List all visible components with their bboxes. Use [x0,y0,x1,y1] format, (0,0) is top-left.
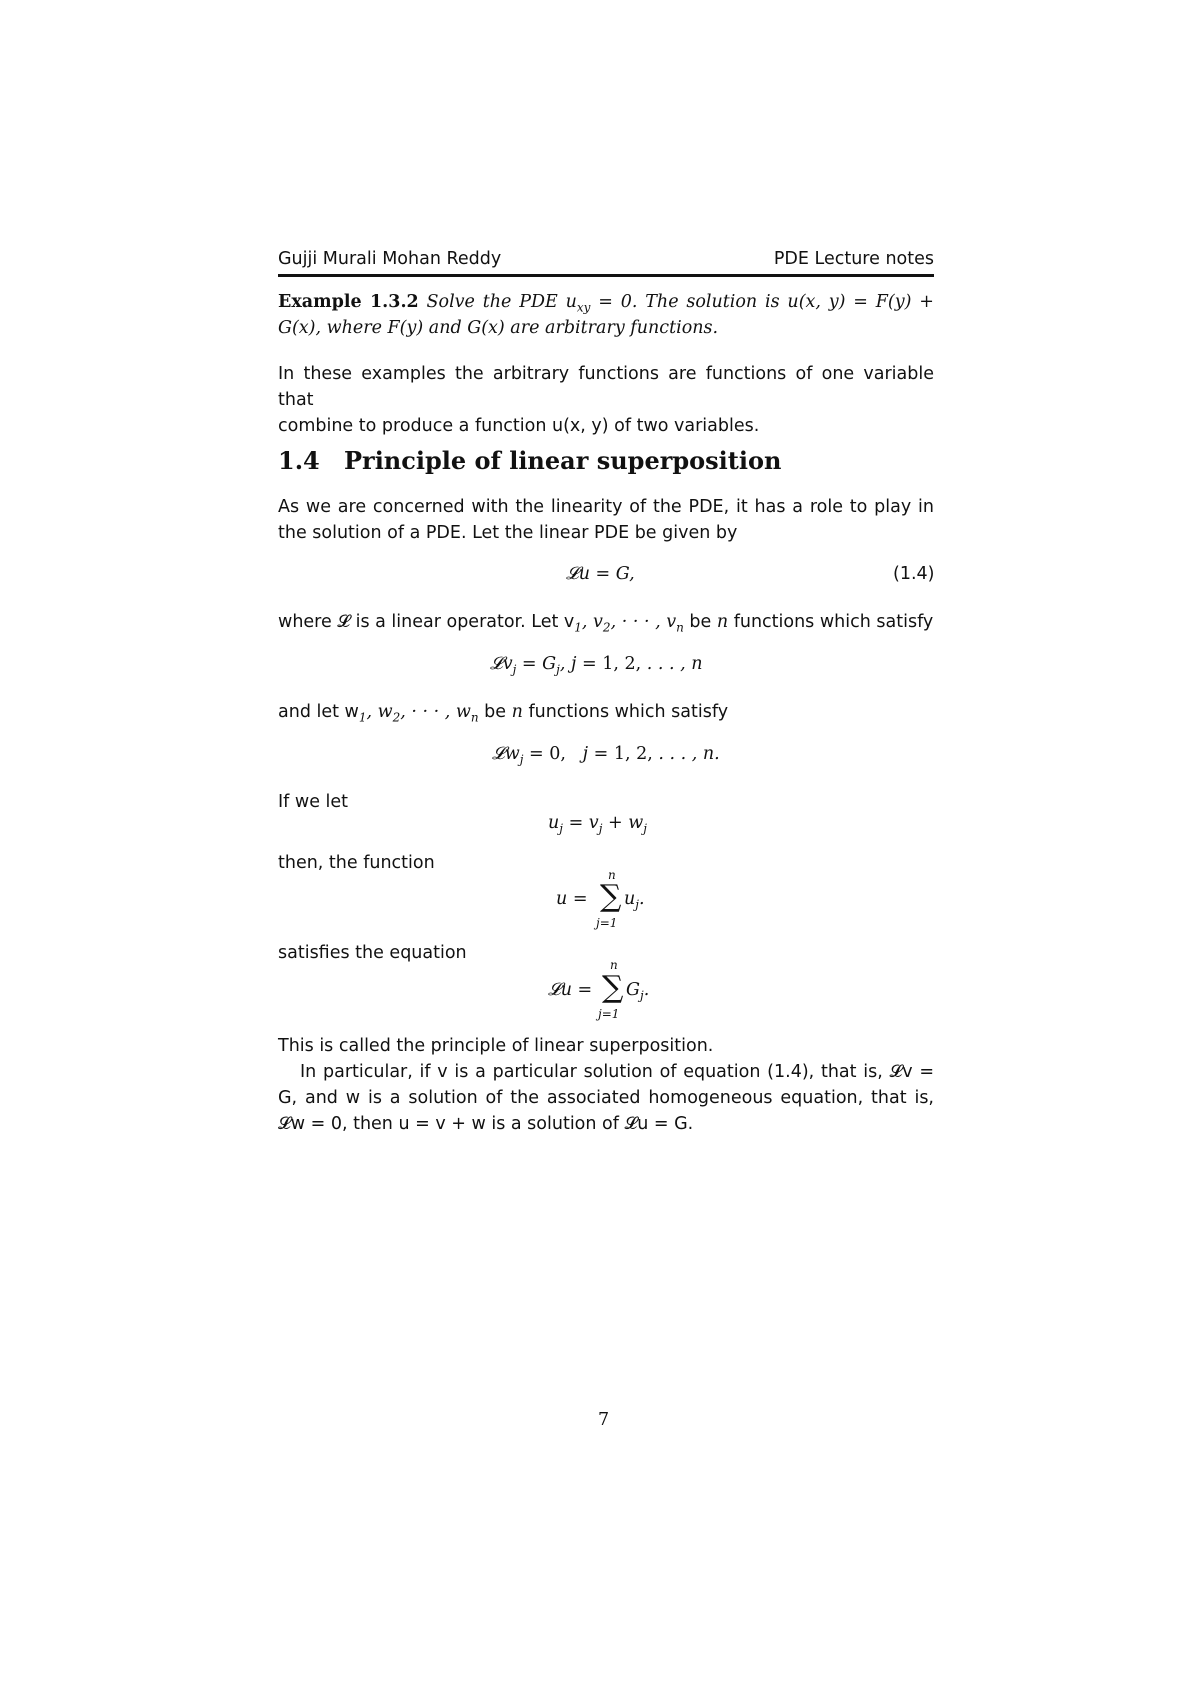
header-title: PDE Lecture notes [773,249,934,269]
para8-line2-text: In particular, if v is a particular solution of equation (1.4), that is, 𝓛v = [300,1062,934,1082]
sum-g-term-text: G [626,980,640,1000]
para6-line: then, the function [278,853,435,873]
equation-number: (1.4) [893,564,935,584]
paragraph-let-w [278,699,934,725]
sum-u-upper: n [608,868,616,882]
example-1-3-2 [278,289,934,341]
section-number: 1.4 [278,446,320,475]
equation-sum-u [556,868,676,938]
running-header [278,249,934,273]
equation-lwj: 𝓛w$_j$ = 0, j = 1, 2, . . . , n. [492,744,720,767]
paragraph-arbitrary-functions [278,361,934,439]
equation-lvj: 𝓛v$_j$ = $G_j$, j = 1, 2, . . . , n [490,654,703,677]
sum-u-term-text: u [624,889,636,909]
para4-text: and let w [278,702,359,722]
sum-u-lhs: u = [556,889,588,909]
para7-line: satisfies the equation [278,943,467,963]
para2-line2: the solution of a PDE. Let the linear PDE be given by [278,523,738,543]
equation-1-4: 𝓛u = G, [566,564,635,584]
para3-text-a: where 𝓛 is a linear operator. Let v [278,612,575,632]
paragraph-if-we-let [278,789,934,815]
para8-line4: 𝓛w = 0, then u = v + w is a solution of 𝓛u = G. [278,1114,694,1134]
para1-line1: In these examples the arbitrary functions are functions of one variable that [278,364,934,410]
header-author: Gujji Murali Mohan Reddy [278,249,502,269]
sum-u-term: $u_j$. [624,889,645,912]
equation-lwj-lhs: 𝓛w [492,744,520,764]
para8-line3: G, and w is a solution of the associated homogeneous equation, that is, [278,1088,934,1108]
sum-g-lower: j=1 [598,1007,620,1021]
paragraph-principle [278,1033,934,1137]
equation-uj: $u_j = v_j + w_j$ [548,813,647,836]
sum-g-lhs: 𝓛u = [548,980,593,1000]
para2-line1: As we are concerned with the linearity of the PDE, it has a role to play in [278,497,934,517]
page-number: 7 [598,1410,610,1430]
para3-n: n [716,612,729,632]
equation-lvj-lhs: 𝓛v [490,654,513,674]
sum-g-upper: n [610,958,618,972]
header-rule [278,274,934,277]
para8-line1: This is called the principle of linear superposition. [278,1036,714,1056]
sum-u-sigma: ∑ [600,879,622,914]
para4-line: and let $w_1$, $w_2$, · · · , $w_n$ be n functions which satisfy [278,702,729,725]
equation-uj-lhs: u [548,813,560,833]
para8-line2 [278,1059,934,1085]
para3-text-b: be [689,612,717,632]
example-line-1 [278,289,934,315]
example-text-1: Solve the PDE u [426,292,577,312]
para5-line: If we let [278,792,349,812]
sum-g-term: $G_j$. [626,980,650,1003]
equation-sum-g [548,958,688,1028]
paragraph-operator [278,609,934,635]
para1-line2: combine to produce a function u(x, y) of two variables. [278,416,760,436]
section-title: Principle of linear superposition [344,446,782,475]
example-line-2: G(x), where F(y) and G(x) are arbitrary functions. [278,318,719,338]
example-sub: xy [576,300,591,315]
para3-text-d: functions which satisfy [728,612,934,632]
sum-g-sigma: ∑ [602,970,624,1005]
para3-line: where 𝓛 is a linear operator. Let $v_1$, $v_2$, · · · , $v_n$ be n functions which satisfy [278,612,934,635]
example-label: Example 1.3.2 [278,292,419,312]
section-heading [278,446,781,475]
sum-u-lower: j=1 [596,916,618,930]
example-text-1b: = 0. The solution is u(x, y) = F(y) + [590,292,934,312]
paragraph-linearity [278,494,934,546]
